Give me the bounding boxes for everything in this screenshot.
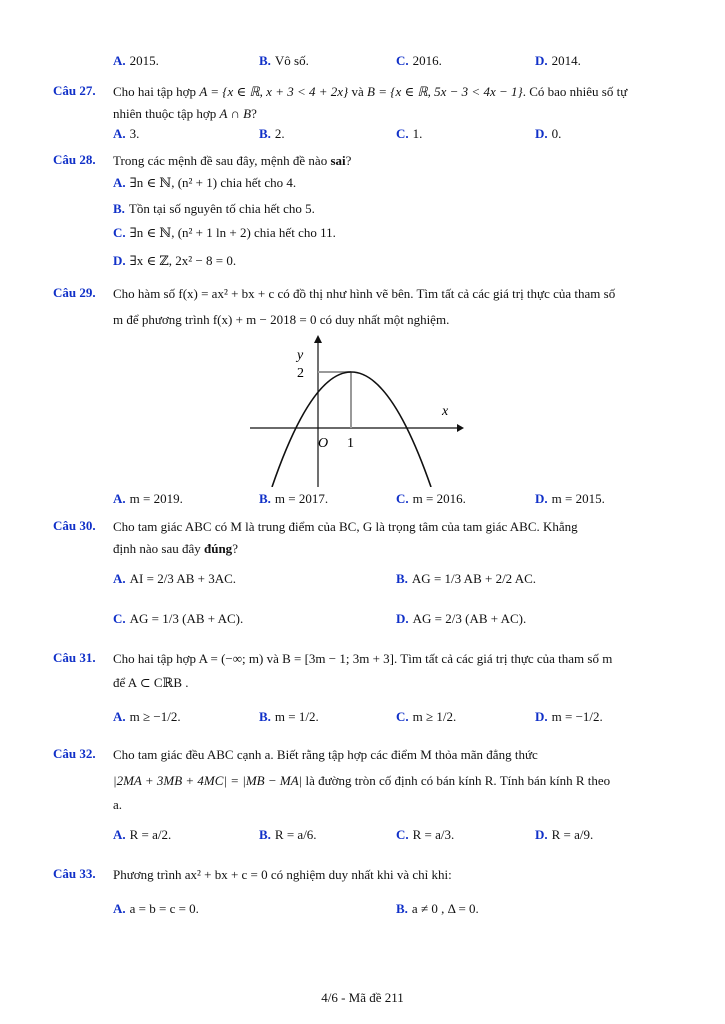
parabola-graph bbox=[245, 335, 465, 487]
option-b: B. Tồn tại số nguyên tố chia hết cho 5. bbox=[113, 201, 315, 216]
question-text: Cho hai tập hợp A = (−∞; m) và B = [3m − 1; 3m + 3]. Tìm tất cả các giá trị thực của tham số m bbox=[113, 651, 613, 666]
option-c: C. m ≥ 1/2. bbox=[396, 709, 457, 724]
option-a: A. m = 2019. bbox=[113, 491, 183, 506]
option-d: D. 0. bbox=[535, 126, 562, 141]
y-axis-arrow bbox=[314, 335, 322, 343]
question-text: Cho tam giác ABC có M là trung điểm của BC, G là trọng tâm của tam giác ABC. Khẳng bbox=[113, 519, 578, 534]
options bbox=[113, 708, 673, 728]
option-b: B. a ≠ 0 , Δ = 0. bbox=[396, 901, 479, 916]
question-text: Cho tam giác đều ABC cạnh a. Biết rằng tập hợp các điểm M thỏa mãn đẳng thức bbox=[113, 747, 538, 762]
option-a: A. m ≥ −1/2. bbox=[113, 709, 181, 724]
option-d: D. R = a/9. bbox=[535, 827, 594, 842]
option-a: A. AI = 2/3 AB + 3AC. bbox=[113, 571, 237, 586]
question-number: Câu 28. bbox=[53, 152, 96, 167]
tick-y-label: 2 bbox=[297, 366, 304, 381]
question-text: Cho hai tập hợp A = {x ∈ ℝ, x + 3 < 4 + 2x} và B = {x ∈ ℝ, 5x − 3 < 4x − 1}. Có bao nhiêu số tự bbox=[113, 84, 628, 99]
question-text: Cho hàm số f(x) = ax² + bx + c có đồ thị như hình vẽ bên. Tìm tất cả các giá trị thực của tham số bbox=[113, 286, 616, 301]
option-b: B. R = a/6. bbox=[259, 827, 317, 842]
page-footer: 4/6 - Mã đề 211 bbox=[321, 990, 404, 1005]
question-number: Câu 31. bbox=[53, 650, 96, 665]
option-b: B. m = 1/2. bbox=[259, 709, 319, 724]
option-c: C. m = 2016. bbox=[396, 491, 466, 506]
question-number: Câu 29. bbox=[53, 285, 96, 300]
option-c: C. AG = 1/3 (AB + AC). bbox=[113, 611, 244, 626]
option-c: C. R = a/3. bbox=[396, 827, 455, 842]
question-number: Câu 32. bbox=[53, 746, 96, 761]
option-b: B. Vô số. bbox=[259, 53, 309, 68]
option-a: A. ∃n ∈ ℕ, (n² + 1) chia hết cho 4. bbox=[113, 175, 297, 190]
tick-x-label: 1 bbox=[347, 436, 354, 451]
origin-label: O bbox=[318, 436, 329, 451]
x-label: x bbox=[442, 404, 449, 419]
question-text-line-2: |2MA + 3MB + 4MC| = |MB − MA| là đường tròn cố định có bán kính R. Tính bán kính R theo bbox=[113, 773, 611, 788]
question-text-line-2: nhiên thuộc tập hợp A ∩ B? bbox=[113, 106, 257, 121]
question-text: Phương trình ax² + bx + c = 0 có nghiệm duy nhất khi và chỉ khi: bbox=[113, 867, 452, 882]
option-d: D. AG = 2/3 (AB + AC). bbox=[396, 611, 527, 626]
option-a: A. R = a/2. bbox=[113, 827, 172, 842]
question-text-line-2: định nào sau đây đúng? bbox=[113, 541, 238, 556]
question-number: Câu 27. bbox=[53, 83, 96, 98]
option-a: A. 3. bbox=[113, 126, 140, 141]
y-label: y bbox=[297, 348, 304, 363]
option-b: B. AG = 1/3 AB + 2/2 AC. bbox=[396, 571, 537, 586]
option-a: A. 2015. bbox=[113, 53, 159, 68]
options bbox=[113, 826, 673, 846]
option-a: A. a = b = c = 0. bbox=[113, 901, 199, 916]
options bbox=[113, 125, 673, 145]
option-d: D. m = −1/2. bbox=[535, 709, 603, 724]
question-text-line-3: a. bbox=[113, 797, 123, 812]
question-text: Trong các mệnh đề sau đây, mệnh đề nào sai? bbox=[113, 153, 352, 168]
option-c: C. 1. bbox=[396, 126, 423, 141]
option-b: B. 2. bbox=[259, 126, 285, 141]
option-d: D. 2014. bbox=[535, 53, 581, 68]
question-number: Câu 30. bbox=[53, 518, 96, 533]
question-text-line-2: để A ⊂ CℝB . bbox=[113, 675, 189, 690]
option-d: D. ∃x ∈ ℤ, 2x² − 8 = 0. bbox=[113, 253, 237, 268]
option-b: B. m = 2017. bbox=[259, 491, 329, 506]
question-number: Câu 33. bbox=[53, 866, 96, 881]
option-c: C. ∃n ∈ ℕ, (n² + 1 ln + 2) chia hết cho 11. bbox=[113, 225, 336, 240]
question-text-line-2: m để phương trình f(x) + m − 2018 = 0 có duy nhất một nghiệm. bbox=[113, 312, 450, 327]
option-d: D. m = 2015. bbox=[535, 491, 605, 506]
x-axis-arrow bbox=[457, 424, 464, 432]
option-c: C. 2016. bbox=[396, 53, 442, 68]
